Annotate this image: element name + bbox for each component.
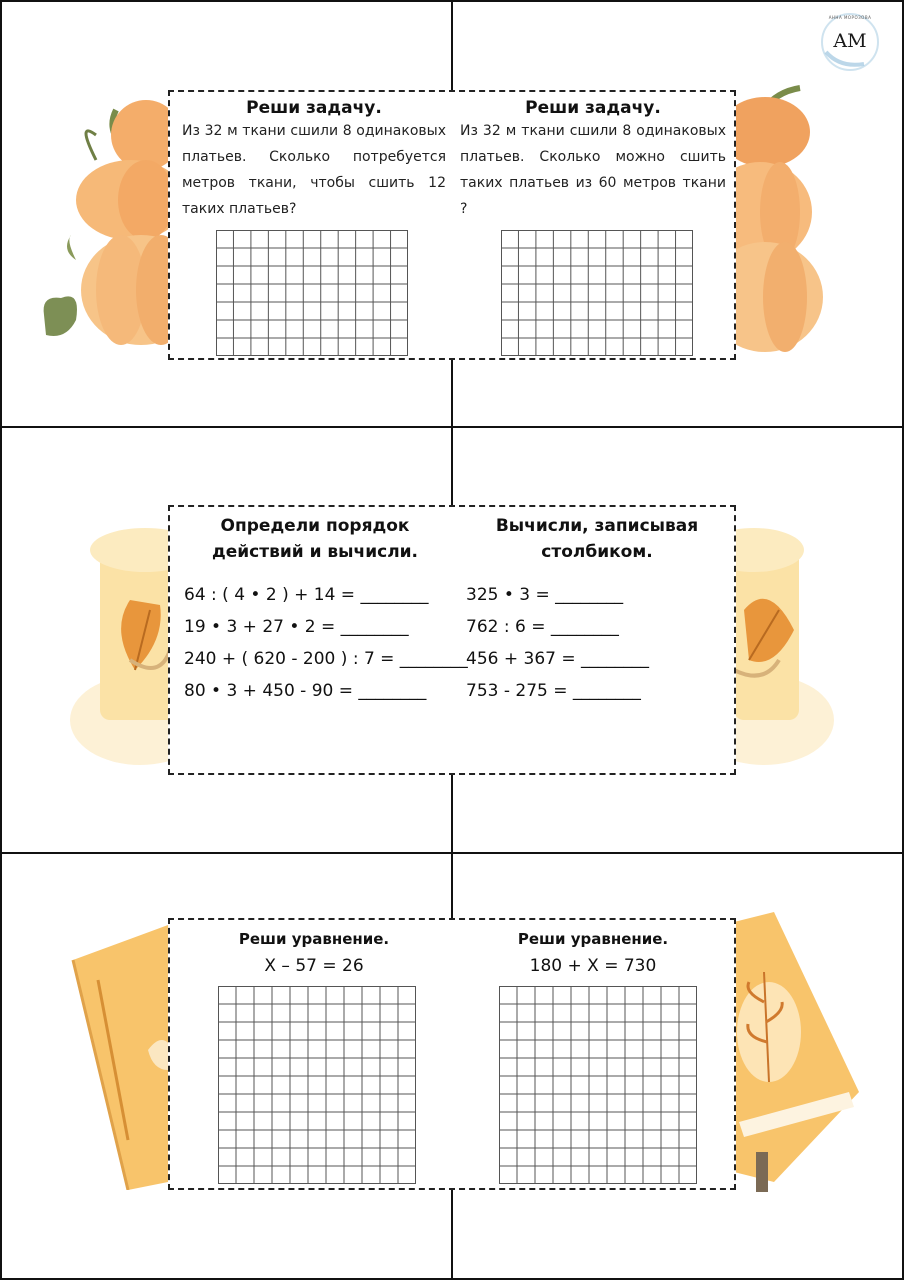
expression-row[interactable]: 753 - 275 = ________	[466, 681, 641, 701]
expression-row[interactable]: 19 • 3 + 27 • 2 = ________	[184, 617, 409, 637]
card-title: Реши уравнение.	[238, 930, 390, 948]
author-logo	[820, 12, 880, 72]
problem-text: Из 32 м ткани сшили 8 одинаковых платьев. Сколько потребуется метров ткани, чтобы сшить 12 таких платьев?	[182, 123, 446, 217]
card-left-half	[184, 507, 468, 773]
card-title: Реши задачу.	[246, 98, 382, 118]
expression-row[interactable]: 240 + ( 620 - 200 ) : 7 = ________	[184, 649, 468, 669]
card-right-half	[466, 507, 728, 773]
pumpkin-right-icon	[730, 82, 830, 362]
expression-row[interactable]: 762 : 6 = ________	[466, 617, 619, 637]
expression-row[interactable]: 325 • 3 = ________	[466, 585, 624, 605]
card-title: Реши уравнение.	[517, 930, 669, 948]
card-title-line1: Определи порядок	[220, 516, 410, 536]
card-title-line2: столбиком.	[541, 542, 653, 562]
task-card-word-problems	[168, 90, 736, 360]
answer-grid-right[interactable]	[499, 986, 697, 1184]
expression-row[interactable]: 456 + 367 = ________	[466, 649, 649, 669]
candle-left-icon	[70, 510, 180, 770]
expression-row[interactable]: 80 • 3 + 450 - 90 = ________	[184, 681, 427, 701]
answer-grid-left[interactable]	[218, 986, 416, 1184]
problem-text: Из 32 м ткани сшили 8 одинаковых платьев. Сколько можно сшить таких платьев из 60 метров ткани ?	[460, 123, 726, 217]
expression-row[interactable]: 64 : ( 4 • 2 ) + 14 = ________	[184, 585, 429, 605]
card-title-line2: действий и вычисли.	[211, 542, 419, 562]
task-card-calculations	[168, 505, 736, 775]
equation: 180 + Х = 730	[529, 956, 657, 976]
pumpkin-left-icon	[36, 90, 186, 360]
logo-initials: AM	[833, 30, 867, 52]
card-title: Реши задачу.	[525, 98, 661, 118]
answer-grid-right[interactable]	[501, 230, 693, 356]
book-right-icon	[734, 912, 864, 1192]
book-left-icon	[68, 920, 178, 1190]
card-title-line1: Вычисли, записывая	[495, 516, 699, 536]
task-card-equations	[168, 918, 736, 1190]
equation: Х – 57 = 26	[264, 956, 364, 976]
candle-right-icon	[734, 510, 834, 770]
logo-ring-text: АННА МОРОЗОВА	[828, 15, 872, 20]
answer-grid-left[interactable]	[216, 230, 408, 356]
